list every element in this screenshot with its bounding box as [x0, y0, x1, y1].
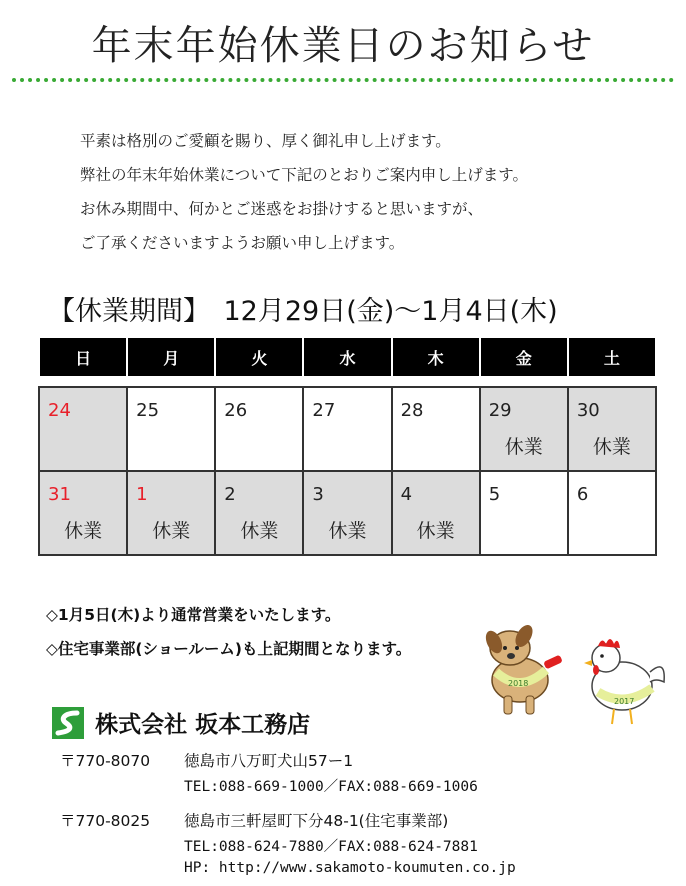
calendar-day-cell [39, 471, 127, 555]
weekday-tue: 火 [215, 338, 303, 376]
calendar-day-cell [303, 471, 391, 555]
weekday-fri: 金 [480, 338, 568, 376]
weekday-thu: 木 [392, 338, 480, 376]
day-number: 28 [400, 400, 424, 421]
day-number: 26 [224, 400, 248, 421]
rooster-icon [584, 639, 664, 724]
calendar-day-cell [39, 387, 127, 471]
notice-list [46, 598, 411, 666]
dog-sash-text: 2018 [508, 679, 529, 688]
calendar-day-cell [392, 471, 480, 555]
holiday-calendar [38, 338, 657, 556]
weekday-header [39, 338, 656, 376]
calendar-day-cell [127, 471, 215, 555]
day-number: 30 [576, 400, 600, 421]
homepage-url[interactable]: HP: http://www.sakamoto-koumuten.co.jp [184, 860, 516, 876]
calendar-week-row [39, 387, 656, 471]
greeting-line: 平素は格別のご愛顧を賜り、厚く御礼申し上げます。 [80, 132, 451, 150]
company-header [52, 706, 310, 742]
page-title: 年末年始休業日のお知らせ [91, 23, 595, 69]
calendar-day-cell [568, 387, 656, 471]
calendar-day-cell [303, 387, 391, 471]
greeting-line: お休み期間中、何かとご迷惑をお掛けすると思いますが、 [80, 200, 484, 218]
calendar-day-cell [215, 387, 303, 471]
company-logo-icon [52, 707, 84, 739]
greeting-line: 弊社の年末年始休業について下記のとおりご案内申し上げます。 [80, 166, 528, 184]
closed-label: 休業 [240, 520, 279, 542]
calendar-day-cell [392, 387, 480, 471]
calendar-day-cell [127, 387, 215, 471]
office-address: 徳島市八万町犬山57ー1 [184, 752, 354, 770]
day-number: 31 [48, 484, 71, 505]
closed-label: 休業 [592, 436, 631, 458]
day-number: 27 [312, 400, 336, 421]
day-number: 2 [224, 484, 236, 505]
day-number: 3 [312, 484, 324, 505]
closed-label: 休業 [152, 520, 191, 542]
weekday-sat: 土 [568, 338, 656, 376]
day-number: 4 [400, 484, 413, 505]
company-name: 株式会社 坂本工務店 [95, 712, 311, 738]
weekday-sun: 日 [39, 338, 127, 376]
day-number: 1 [136, 484, 148, 505]
notice-item: ◇住宅事業部(ショールーム)も上記期間となります。 [46, 640, 412, 658]
rooster-sash-text: 2017 [614, 697, 635, 706]
postal-code: 〒770-8070 [60, 752, 151, 770]
calendar-day-cell [568, 471, 656, 555]
day-number: 25 [136, 400, 160, 421]
day-number: 6 [576, 484, 589, 505]
office-address: 徳島市三軒屋町下分48-1(住宅事業部) [184, 812, 449, 830]
weekday-wed: 水 [303, 338, 391, 376]
office-contact: TEL:088-624-7880／FAX:088-624-7881 [184, 839, 478, 855]
notice-item: ◇1月5日(木)より通常営業をいたします。 [46, 606, 341, 624]
greeting-line: ご了承くださいますようお願い申し上げます。 [80, 234, 405, 252]
greeting-text [80, 124, 528, 260]
weekday-mon: 月 [127, 338, 215, 376]
calendar-day-cell [215, 471, 303, 555]
zodiac-illustration [474, 612, 674, 732]
postal-code: 〒770-8025 [60, 812, 151, 830]
calendar-week-row [39, 471, 656, 555]
closure-period: 【休業期間】 12月29日(金)～1月4日(木) [48, 296, 558, 327]
day-number: 24 [48, 400, 71, 421]
closed-label: 休業 [64, 520, 103, 542]
day-number: 29 [488, 400, 512, 421]
closed-label: 休業 [328, 520, 367, 542]
day-number: 5 [488, 484, 501, 505]
office-contact: TEL:088-669-1000／FAX:088-669-1006 [184, 779, 478, 795]
dog-icon [483, 622, 563, 714]
title-divider [12, 78, 674, 82]
closed-label: 休業 [416, 520, 455, 542]
calendar-day-cell [480, 471, 568, 555]
closed-label: 休業 [504, 436, 543, 458]
calendar-day-cell [480, 387, 568, 471]
